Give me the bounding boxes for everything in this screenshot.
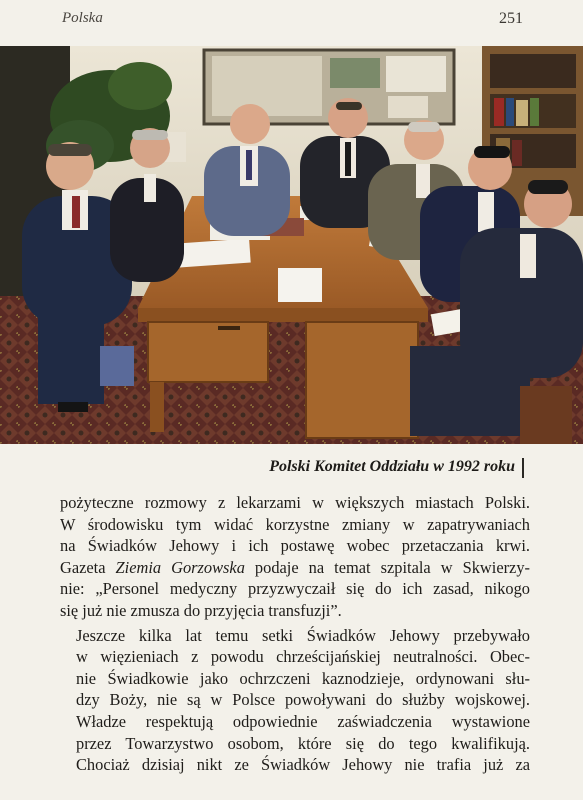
caption-divider <box>522 458 524 478</box>
text-line: Władze respektują odpowiednie zaświadczenia wystawione <box>76 711 530 731</box>
text-line: nie Świadkowie jako ochrzczeni kaznodzieje, ordynowani słu- <box>76 668 530 688</box>
page-number: 251 <box>499 10 523 27</box>
running-head: Polska <box>62 10 103 26</box>
text-line: Jeszcze kilka lat temu setki Świadków Jehowy przebywało <box>76 625 530 645</box>
text-line: się już nie zmusza do przyjęcia transfuzji”. <box>60 600 342 620</box>
text-line <box>60 557 530 579</box>
paragraph-1 <box>60 492 530 622</box>
text-line: nie: „Personel medyczny przyzwyczaił się do ich zasad, nikogo <box>60 579 530 599</box>
committee-photo <box>0 46 583 444</box>
page-header <box>0 0 583 46</box>
text-line: przez Towarzystwo osobom, które się do tego kwalifikują. <box>76 733 530 753</box>
paragraph-2 <box>60 625 530 776</box>
text-line: w więzieniach z powodu chrześcijańskiej neutralności. Obec- <box>76 647 530 667</box>
text-run: podaje na temat szpitala w Skwierzy- <box>244 557 530 577</box>
caption-row <box>0 456 583 482</box>
text-line: Chociaż dzisiaj nikt ze Świadków Jehowy nie trafia już za <box>76 755 530 775</box>
text-run: Gazeta <box>60 557 116 577</box>
body-text <box>60 492 530 776</box>
text-line: pożyteczne rozmowy z lekarzami w większych miastach Polski. <box>60 493 530 512</box>
newspaper-title: Ziemia Gorzowska <box>115 557 245 577</box>
text-line: na Świadków Jehowy i ich postawę wobec przetaczania krwi. <box>60 536 530 556</box>
text-line: dzy Boży, nie są w Polsce powoływani do służby wojskowej. <box>76 690 530 710</box>
photo-caption: Polski Komitet Oddziału w 1992 roku <box>269 458 515 475</box>
text-line: W środowisku tym widać korzystne zmiany w zapatrywaniach <box>60 514 530 534</box>
